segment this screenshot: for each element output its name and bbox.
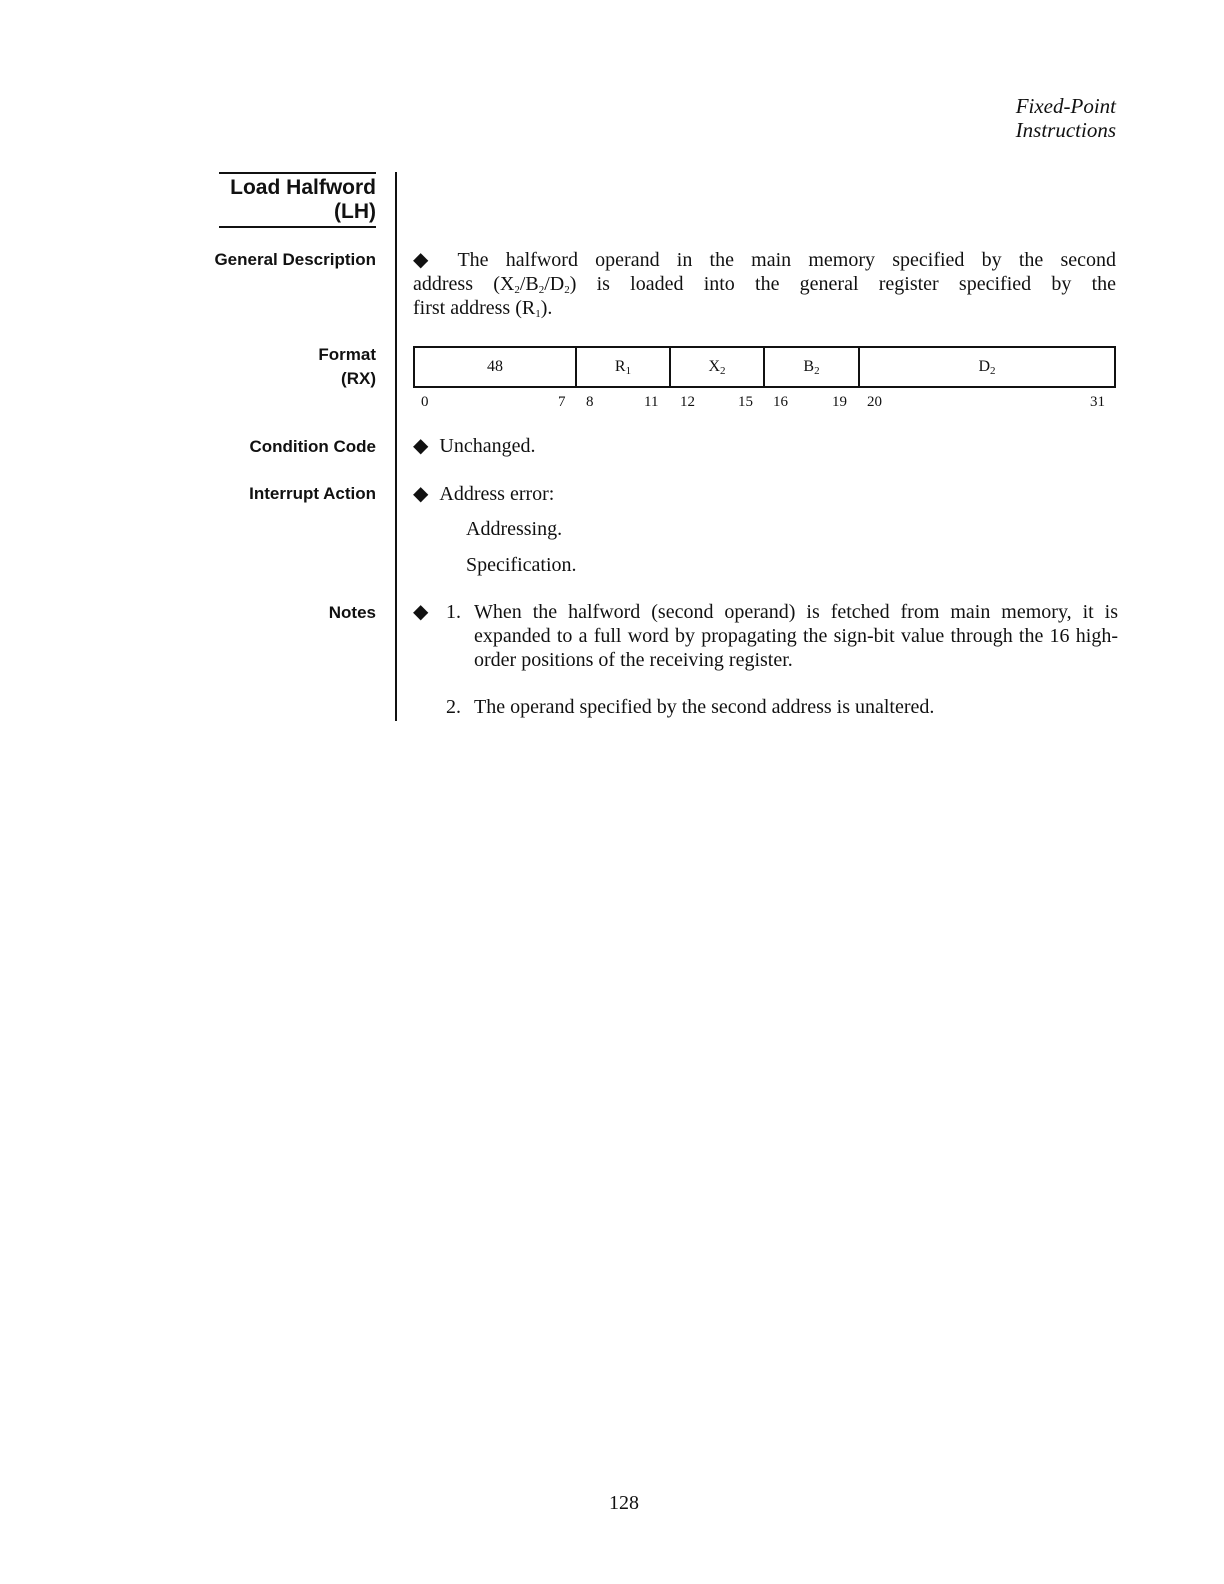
format-field-d2: $D_2$ bbox=[978, 358, 996, 377]
bit-label: 8 bbox=[586, 394, 594, 410]
note-2-number: 2. bbox=[446, 696, 461, 718]
bullet-icon: ◆ bbox=[413, 601, 429, 623]
bit-label: 0 bbox=[421, 394, 429, 410]
bit-label: 11 bbox=[644, 394, 659, 410]
bullet-icon: ◆ bbox=[413, 435, 429, 457]
page-number: 128 bbox=[609, 1492, 639, 1514]
bit-label: 7 bbox=[558, 394, 566, 410]
interrupt-action-heading: ◆ Address error: bbox=[413, 483, 555, 505]
format-field-r1: $R_1$ bbox=[577, 348, 671, 386]
general-description bbox=[413, 248, 1116, 320]
gd-line-2: address $(X_2/B_2/D_2)$ is loaded into the general register specified by the bbox=[413, 273, 1116, 296]
running-header bbox=[1016, 94, 1116, 142]
bit-label: 16 bbox=[773, 394, 788, 410]
label-notes: Notes bbox=[328, 603, 376, 622]
label-format: Format (RX) bbox=[318, 345, 376, 388]
interrupt-item: Specification. bbox=[466, 554, 577, 576]
bit-label: 20 bbox=[867, 394, 882, 410]
section-title-line-2: (LH) bbox=[334, 200, 376, 223]
note-1-text: When the halfword (second operand) is fetched from main memory, it is expanded to a full word by propagating the sign-bit value through the 16 high-order positions of the receiving register. bbox=[474, 601, 1118, 671]
header-line-2: Instructions bbox=[1015, 118, 1116, 142]
section-title bbox=[219, 172, 376, 228]
bit-label: 19 bbox=[832, 394, 847, 410]
note-1-number: 1. bbox=[446, 601, 461, 623]
vertical-divider bbox=[395, 172, 397, 721]
format-field-x2: $X_2$ bbox=[671, 348, 765, 386]
note-2-text: The operand specified by the second address is unaltered. bbox=[474, 696, 935, 718]
gd-line-1: ◆ The halfword operand in the main memory specified by the second bbox=[413, 249, 1117, 271]
format-field-opcode: 48 bbox=[415, 348, 577, 386]
format-field-b2: $B_2$ bbox=[765, 348, 860, 386]
gd-line-3: first address $(R_1)$. bbox=[413, 297, 553, 320]
notes-bullet bbox=[413, 600, 428, 624]
header-line-1: Fixed-Point bbox=[1015, 94, 1116, 118]
instruction-format-diagram bbox=[413, 346, 1116, 388]
condition-code-text: ◆ Unchanged. bbox=[413, 435, 536, 457]
label-condition-code: Condition Code bbox=[249, 437, 376, 456]
label-general-description: General Description bbox=[214, 250, 376, 269]
label-interrupt-action: Interrupt Action bbox=[249, 484, 376, 503]
interrupt-item: Addressing. bbox=[466, 518, 563, 540]
section-title-line-1: Load Halfword bbox=[230, 176, 376, 199]
bit-label: 31 bbox=[1090, 394, 1105, 410]
bullet-icon: ◆ bbox=[413, 249, 441, 271]
bullet-icon: ◆ bbox=[413, 483, 429, 505]
bit-label: 15 bbox=[738, 394, 753, 410]
bit-label: 12 bbox=[680, 394, 695, 410]
